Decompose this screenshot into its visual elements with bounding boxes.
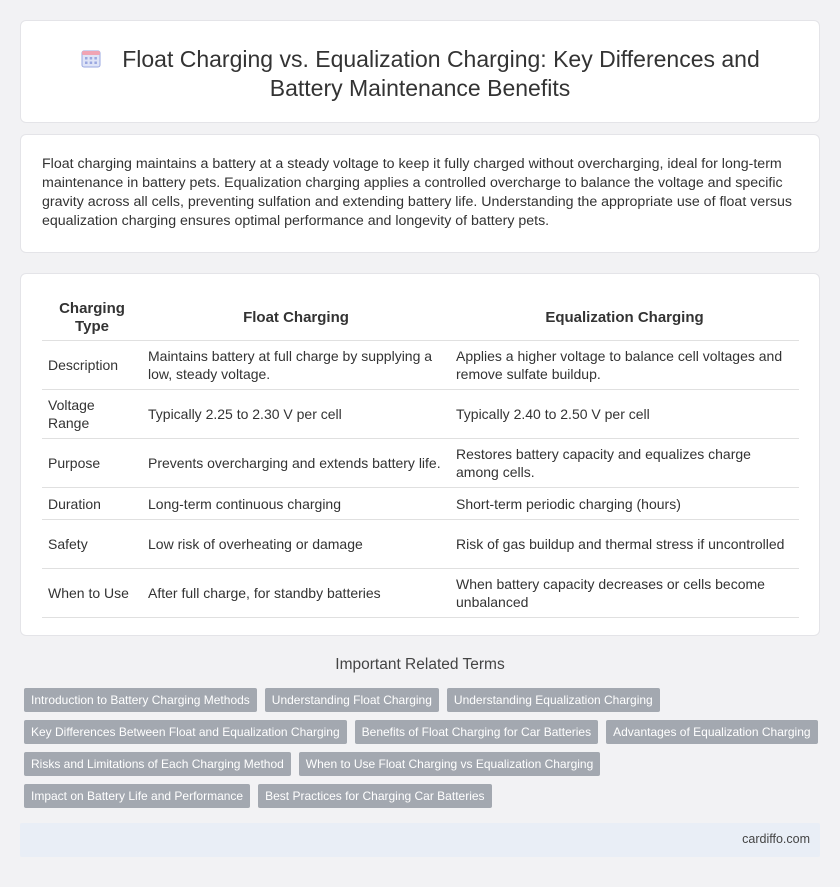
table-cell: After full charge, for standby batteries bbox=[142, 569, 450, 618]
table-row bbox=[42, 520, 799, 569]
table-cell: Restores battery capacity and equalizes charge among cells. bbox=[450, 439, 799, 488]
related-term-link[interactable]: Risks and Limitations of Each Charging Method bbox=[24, 752, 291, 776]
related-term-link[interactable]: Advantages of Equalization Charging bbox=[606, 720, 817, 744]
table-cell: Short-term periodic charging (hours) bbox=[450, 488, 799, 520]
related-term-link[interactable]: Understanding Float Charging bbox=[265, 688, 439, 712]
calendar-icon bbox=[80, 47, 102, 69]
table-cell: Risk of gas buildup and thermal stress if uncontrolled bbox=[450, 520, 799, 569]
footer bbox=[20, 823, 820, 857]
comparison-card bbox=[20, 273, 820, 636]
header-charging-type: Charging Type bbox=[42, 296, 142, 341]
table-cell: Typically 2.25 to 2.30 V per cell bbox=[142, 390, 450, 439]
row-label: When to Use bbox=[42, 569, 142, 618]
table-cell: Maintains battery at full charge by supplying a low, steady voltage. bbox=[142, 341, 450, 390]
table-cell: Applies a higher voltage to balance cell voltages and remove sulfate buildup. bbox=[450, 341, 799, 390]
related-term-link[interactable]: Impact on Battery Life and Performance bbox=[24, 784, 250, 808]
table-row bbox=[42, 488, 799, 520]
header-float-charging: Float Charging bbox=[142, 296, 450, 341]
row-label: Purpose bbox=[42, 439, 142, 488]
title-card bbox=[20, 20, 820, 123]
table-row bbox=[42, 341, 799, 390]
table-cell: Prevents overcharging and extends battery life. bbox=[142, 439, 450, 488]
row-label: Duration bbox=[42, 488, 142, 520]
related-term-link[interactable]: Benefits of Float Charging for Car Batteries bbox=[355, 720, 598, 744]
page-header bbox=[61, 45, 779, 103]
row-label: Description bbox=[42, 341, 142, 390]
table-row bbox=[42, 390, 799, 439]
related-term-link[interactable]: Key Differences Between Float and Equalization Charging bbox=[24, 720, 347, 744]
related-term-link[interactable]: Introduction to Battery Charging Methods bbox=[24, 688, 257, 712]
related-terms-heading: Important Related Terms bbox=[335, 656, 505, 673]
header-equalization-charging: Equalization Charging bbox=[450, 296, 799, 341]
row-label: Voltage Range bbox=[42, 390, 142, 439]
table-cell: When battery capacity decreases or cells become unbalanced bbox=[450, 569, 799, 618]
page-title: Float Charging vs. Equalization Charging: Key Differences and Battery Maintenance Benefits bbox=[122, 46, 760, 101]
table-cell: Long-term continuous charging bbox=[142, 488, 450, 520]
related-term-link[interactable]: Understanding Equalization Charging bbox=[447, 688, 660, 712]
related-term-link[interactable]: Best Practices for Charging Car Batteries bbox=[258, 784, 491, 808]
table-row bbox=[42, 439, 799, 488]
comparison-table bbox=[42, 296, 799, 618]
related-term-link[interactable]: When to Use Float Charging vs Equalization Charging bbox=[299, 752, 600, 776]
table-cell: Low risk of overheating or damage bbox=[142, 520, 450, 569]
table-cell: Typically 2.40 to 2.50 V per cell bbox=[450, 390, 799, 439]
table-row bbox=[42, 569, 799, 618]
related-terms-list bbox=[24, 688, 824, 816]
intro-card bbox=[20, 134, 820, 253]
intro-paragraph: Float charging maintains a battery at a steady voltage to keep it fully charged without overcharging, ideal for long-term maintenance in battery pets. Equalization charging applies a controlled overcharge to balance the voltage and specific gravity across all cells, preventing sulfation and extending battery life. Understanding the appropriate use of float versus equalization charging ensures optimal performance and longevity of battery pets. bbox=[42, 156, 792, 229]
row-label: Safety bbox=[42, 520, 142, 569]
table-header-row bbox=[42, 296, 799, 341]
footer-site-link[interactable]: cardiffo.com bbox=[742, 832, 810, 846]
